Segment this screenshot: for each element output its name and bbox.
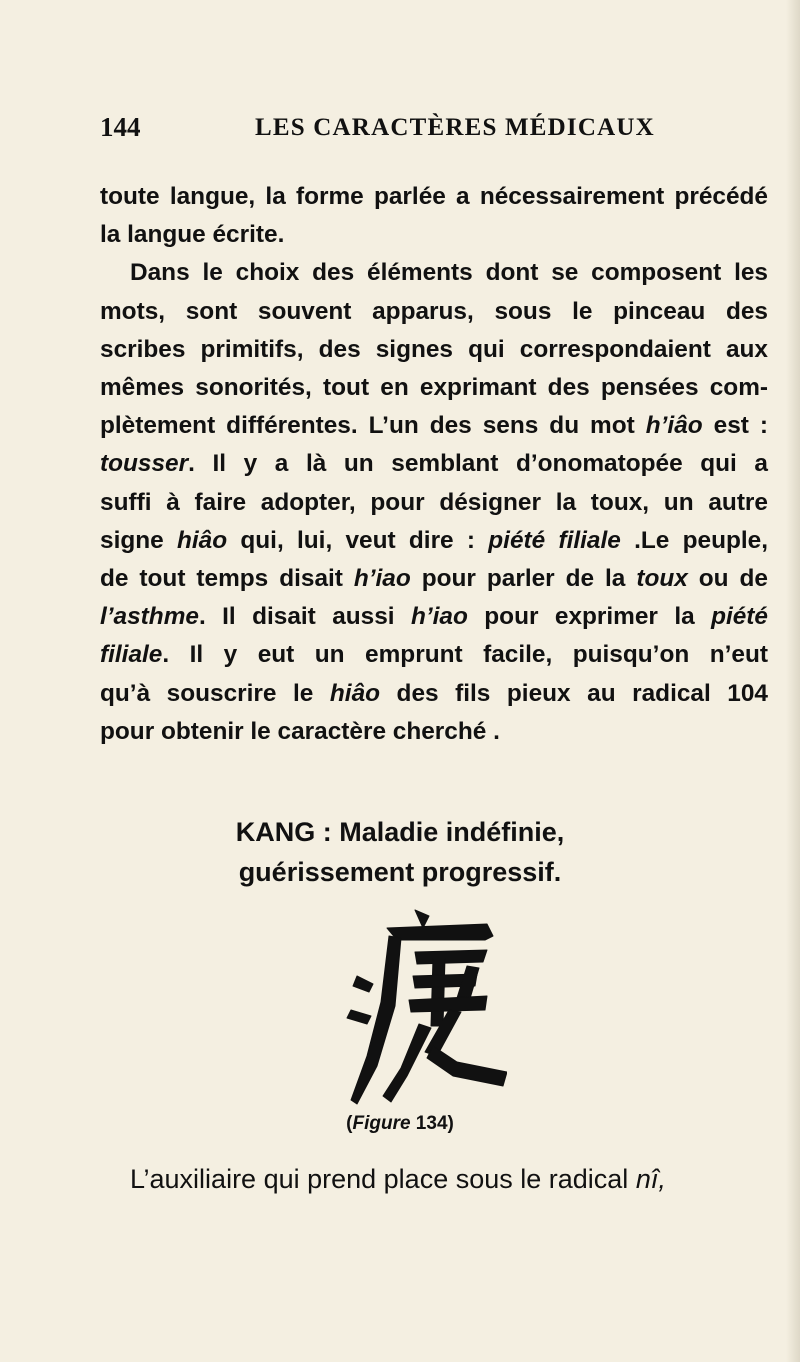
text-line: pour obtenir le caractère cherché .: [100, 717, 500, 745]
text-line: scribes primitifs, des signes qui correspondaient aux: [100, 335, 768, 363]
text-run: . Il disait aussi: [198, 603, 411, 631]
italic-term: h’iâo: [645, 412, 703, 440]
text-line: Dans le choix des éléments dont se composent les: [130, 259, 768, 287]
text-line: [100, 675, 768, 713]
text-line: [100, 636, 768, 674]
text-run: qu’à souscrire le: [100, 679, 330, 707]
page-number: 144: [100, 112, 141, 142]
italic-term: tousser: [100, 450, 189, 478]
italic-term: h’iao: [410, 603, 468, 631]
italic-term: piété: [711, 603, 768, 631]
caption-close-paren: ): [447, 1113, 454, 1134]
italic-term: toux: [636, 565, 688, 593]
text-line: mêmes sonorités, tout en exprimant des pensées com-: [100, 374, 768, 402]
text-run: des fils pieux au radical 104: [380, 679, 768, 707]
text-run: ou de: [687, 565, 768, 593]
caption-open-paren: (: [346, 1113, 353, 1134]
text-line: [100, 407, 768, 445]
text-line: mots, sont souvent apparus, sous le pinceau des: [100, 297, 768, 325]
caption-label: Figure: [352, 1113, 411, 1134]
section-heading: [0, 812, 800, 892]
kang-character-icon: [337, 906, 507, 1106]
text-run: plètement différentes. L’un des sens du mot: [100, 412, 646, 440]
text-run: L’auxiliaire qui prend place sous le radical: [130, 1164, 636, 1194]
text-run: qui, lui, veut dire :: [227, 526, 489, 554]
text-run: .Le peuple,: [620, 526, 768, 554]
text-line: [100, 522, 768, 560]
italic-term: filiale: [100, 641, 163, 669]
text-line: toute langue, la forme parlée a nécessairement précédé: [100, 183, 768, 210]
text-run: pour exprimer la: [467, 603, 712, 631]
italic-term: piété filiale: [488, 526, 621, 554]
text-run: signe: [100, 526, 177, 554]
text-run: est :: [702, 412, 768, 440]
italic-term: nî,: [635, 1164, 666, 1194]
page-edge-shadow: [786, 0, 800, 1362]
text-run: . Il y a là un semblant d’onomatopée qui a: [188, 450, 768, 478]
text-line: la langue écrite.: [100, 221, 285, 249]
italic-term: h’iao: [353, 565, 411, 593]
text-run: pour parler de la: [410, 565, 637, 593]
figure-caption: [0, 1113, 800, 1135]
heading-line: guérissement progressif.: [238, 857, 562, 887]
italic-term: hiâo: [176, 526, 228, 554]
closing-line: [130, 1160, 768, 1198]
heading-line: KANG : Maladie indéfinie,: [235, 817, 565, 847]
text-line: [100, 445, 768, 483]
body-text: [100, 178, 768, 751]
italic-term: l’asthme: [100, 603, 199, 631]
running-head: [0, 112, 800, 152]
italic-term: hiâo: [329, 679, 381, 707]
text-line: [100, 560, 768, 598]
text-line: [100, 598, 768, 636]
caption-number: 134: [410, 1113, 448, 1134]
text-run: de tout temps disait: [100, 565, 354, 593]
text-run: . Il y eut un emprunt facile, puisqu’on n’eut: [162, 641, 768, 669]
text-line: suffi à faire adopter, pour désigner la toux, un autre: [100, 488, 768, 516]
chapter-title: LES CARACTÈRES MÉDICAUX: [255, 114, 655, 141]
